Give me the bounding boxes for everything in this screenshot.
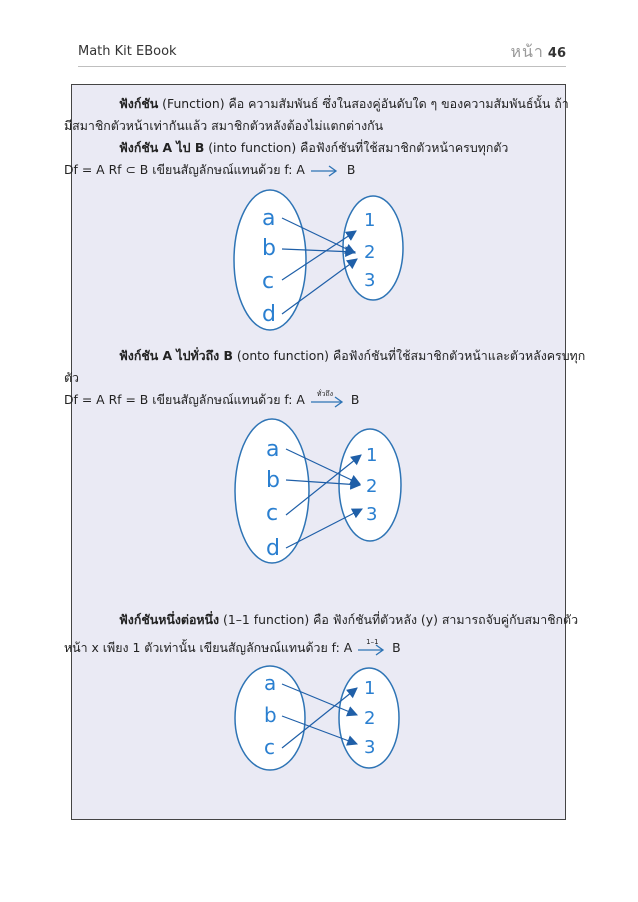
onto-notation-text: Df = A Rf = B เขียนสัญลักษณ์แทนด้วย f: A [64, 392, 305, 407]
domain-element: c [262, 269, 275, 294]
into-notation [64, 162, 355, 178]
codomain-element: 3 [366, 504, 378, 525]
domain-element: a [264, 671, 277, 695]
domain-element: a [262, 206, 276, 231]
into-mapping-diagram [220, 186, 420, 336]
one-to-one-arrow-label: 1–1 [366, 637, 379, 646]
codomain-element: 3 [364, 270, 376, 291]
domain-element: c [264, 735, 275, 759]
onto-notation [64, 389, 360, 408]
into-term: ฟังก์ชัน A ไป B [119, 140, 205, 155]
domain-element: d [262, 302, 276, 327]
onto-term: ฟังก์ชัน A ไปทั่วถึง B [119, 348, 233, 363]
onto-arrow-label: ทั่วถึง [316, 389, 334, 398]
domain-element: a [266, 437, 280, 462]
codomain-element: 2 [366, 476, 378, 497]
function-term: ฟังก์ชัน [119, 96, 159, 111]
maps-to-arrow-icon [309, 394, 347, 408]
codomain-element: 2 [364, 242, 376, 263]
domain-element: c [266, 501, 279, 526]
one-to-one-arrow [356, 637, 388, 656]
onto-notation-codomain: B [350, 392, 360, 407]
function-def-line1 [119, 96, 569, 112]
codomain-element: 2 [364, 708, 376, 729]
codomain-element: 3 [364, 737, 376, 758]
page-number: 46 [547, 46, 566, 61]
one-to-one-notation-text: หน้า x เพียง 1 ตัวเท่านั้น เขียนสัญลักษณ์แทนด้วย f: A [64, 640, 353, 655]
domain-element: d [266, 536, 280, 561]
onto-def-line [119, 348, 585, 364]
into-notation-text: Df = A Rf ⊂ B เขียนสัญลักษณ์แทนด้วย f: A [64, 162, 305, 177]
onto-def-text: (onto function) คือฟังก์ชันที่ใช้สมาชิกตัวหน้าและตัวหลังครบทุก [232, 348, 586, 363]
one-to-one-notation [64, 637, 401, 656]
book-title: Math Kit EBook [78, 44, 177, 59]
onto-mapping-diagram [222, 414, 422, 570]
onto-arrow [309, 389, 347, 408]
maps-to-arrow-icon [356, 642, 388, 656]
function-def-text: (Function) คือ ความสัมพันธ์ ซึ่งในสองคู่อันดับใด ๆ ของความสัมพันธ์นั้น ถ้า [158, 96, 569, 111]
codomain-element: 1 [364, 678, 376, 699]
into-def-line [119, 140, 508, 156]
function-def-line2: มีสมาชิกตัวหน้าเท่ากันแล้ว สมาชิกตัวหลังต้องไม่แตกต่างกัน [64, 118, 384, 133]
domain-element: b [264, 703, 277, 727]
one-to-one-term: ฟังก์ชันหนึ่งต่อหนึ่ง [119, 612, 220, 627]
one-to-one-mapping-diagram [222, 664, 422, 776]
page-word: หน้า [510, 42, 544, 61]
maps-to-arrow-icon [309, 165, 343, 177]
domain-element: b [266, 468, 280, 493]
one-to-one-notation-codomain: B [392, 640, 401, 655]
one-to-one-def-text: (1–1 function) คือ ฟังก์ชันที่ตัวหลัง (y) สามารถจับคู่กับสมาชิกตัว [219, 612, 579, 627]
into-def-text: (into function) คือฟังก์ชันที่ใช้สมาชิกตัวหน้าครบทุกตัว [204, 140, 509, 155]
onto-def-line2: ตัว [64, 370, 80, 385]
into-notation-codomain: B [346, 162, 356, 177]
codomain-element: 1 [366, 445, 378, 466]
page-indicator [510, 40, 566, 65]
codomain-element: 1 [364, 210, 376, 231]
domain-element: b [262, 236, 276, 261]
one-to-one-def-line [119, 612, 578, 628]
page-header [78, 40, 566, 67]
